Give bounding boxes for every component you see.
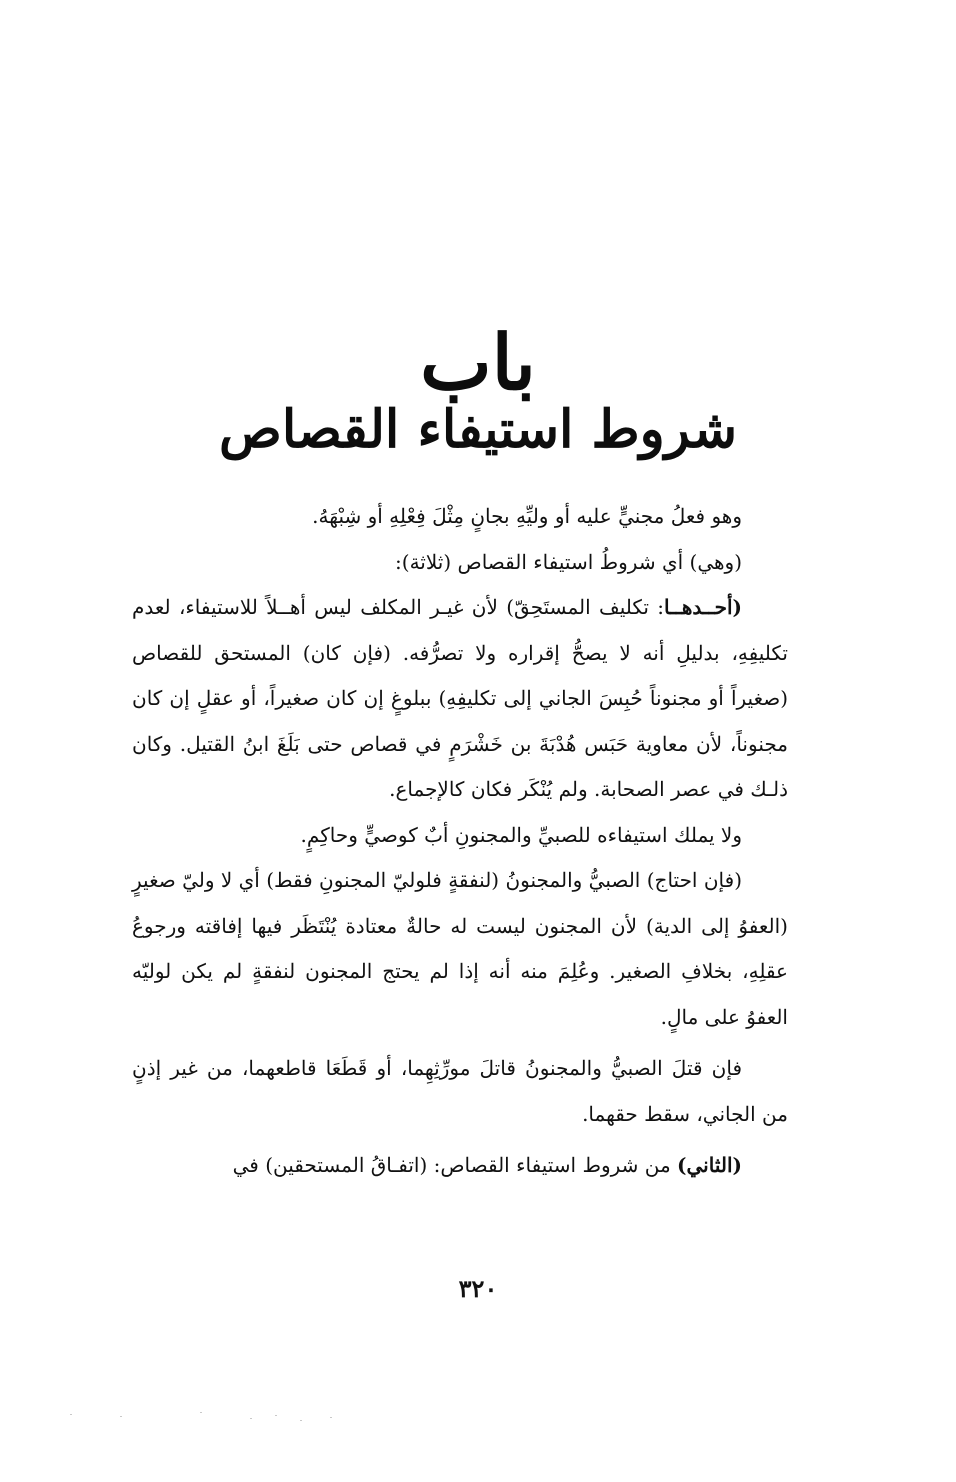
paragraph-text: من شروط استيفاء القصاص: (اتفـاقُ المستحقين) في: [232, 1153, 678, 1177]
chapter-title: شروط استيفاء القصاص: [218, 399, 738, 460]
paragraph-text: : تكليف المستَحِقّ) لأن غيـر المكلف ليس أهــلاً للاستيفاء، لعدم تكليفِهِ، بدليلِ أنه لا يصحُّ إقراره ولا تصرُّفه. (فإن كان) المستحق للقصاص (صغيراً أو مجنوناً حُبِسَ الجاني إلى تكليفِهِ) ببلوغٍ إن كان صغيراً، أو عقلٍ إن كان مجنوناً، لأن معاوية حَبَس هُدْبَةَ بن خَشْرَمٍ في قصاص حتى بَلَغَ ابنُ القتيل. وكان ذلـك في عصر الصحابة. ولم يُنْكَر فكان كالإجماع.: [132, 595, 788, 801]
page-number: ٣٢٠: [458, 1274, 498, 1303]
paragraph-need-for-maintenance: [132, 858, 788, 1040]
paragraph-text: ولا يملك استيفاءه للصبيِّ والمجنونِ أبٌ كوصيٍّ وحاكِمٍ.: [300, 822, 742, 847]
paragraph-text: فإن قتلَ الصبيُّ والمجنونُ قاتلَ مورِّثِهِما، أو قَطَعَا قاطعهما، من غير إذنٍ من الجاني، سقط حقهما.: [132, 1056, 788, 1126]
paragraph-conditions-intro: [132, 540, 788, 586]
paragraph-second-condition: [132, 1143, 788, 1189]
paragraph-text: (فإن احتاج) الصبيُّ والمجنونُ (لنفقةٍ فلوليّ المجنونِ فقط) أي لا وليّ صغيرٍ (العفوُ إلى الدية) لأن المجنون ليست له حالةٌ معتادة يُنْتَظَر فيها إفاقته ورجوعُ عقلِهِ، بخلافِ الصغير. وعُلِمَ منه أنه إذا لم يحتج المجنون لنفقةٍ لم يكن لوليّه العفوُ على مالٍ.: [132, 868, 788, 1029]
body-text: [132, 494, 788, 1189]
paragraph-child-kills: [132, 1046, 788, 1137]
scan-noise: [60, 1408, 380, 1428]
paragraph-text: وهو فعلُ مجنيٍّ عليه أو وليِّهِ بجانٍ مِثْلَ فِعْلِهِ أو شِبْهَهُ.: [312, 504, 742, 528]
paragraph-first-condition: [132, 585, 788, 813]
chapter-heading: باب: [420, 318, 536, 407]
paragraph-text: (وهي) أي شروطُ استيفاء القصاص (ثلاثة):: [395, 549, 742, 574]
paragraph-guardian: [132, 813, 788, 859]
paragraph-lead: (الثاني): [677, 1153, 742, 1177]
paragraph-lead: (أحــدهــا: [664, 595, 742, 619]
paragraph-definition: [132, 494, 788, 540]
